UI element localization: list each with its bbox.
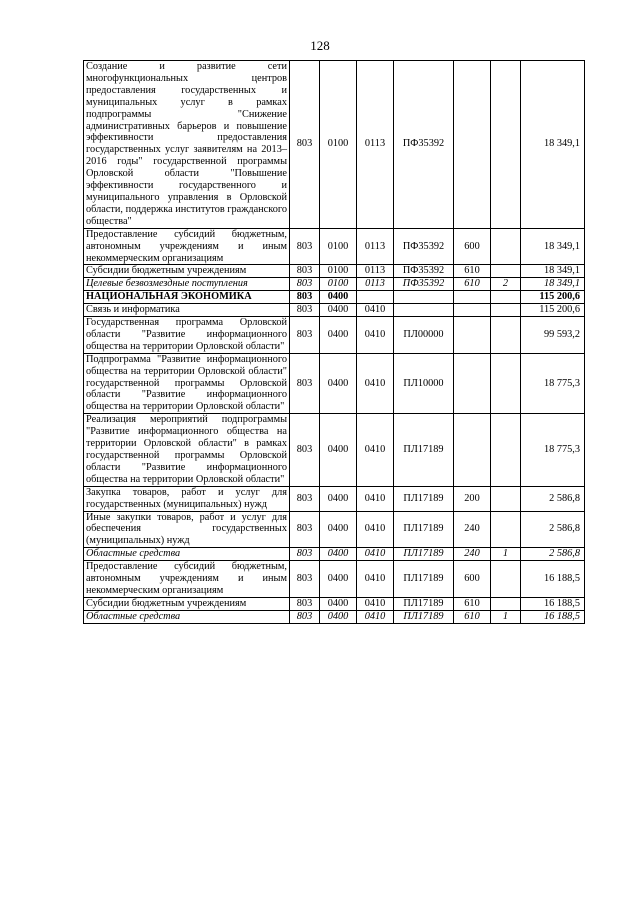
amount: 2 586,8 (521, 486, 585, 511)
target-article: ПЛ17189 (394, 511, 454, 548)
ved-code: 803 (290, 597, 320, 610)
ved-code: 803 (290, 511, 320, 548)
subsection-code: 0410 (357, 353, 394, 414)
subsection-code: 0410 (357, 548, 394, 561)
section-code: 0100 (320, 228, 357, 265)
amount: 18 349,1 (521, 228, 585, 265)
budget-table (83, 60, 585, 624)
target-article: ПЛ17189 (394, 610, 454, 623)
table-row (84, 414, 585, 486)
subsection-code: 0410 (357, 610, 394, 623)
ved-code: 803 (290, 548, 320, 561)
table-row (84, 486, 585, 511)
amount: 18 349,1 (521, 265, 585, 278)
subsection-code: 0113 (357, 278, 394, 291)
row-name: Субсидии бюджетным учреждениям (84, 597, 290, 610)
funding-source: 1 (491, 548, 521, 561)
ved-code: 803 (290, 304, 320, 317)
table-row (84, 511, 585, 548)
section-code: 0100 (320, 61, 357, 229)
section-code: 0400 (320, 511, 357, 548)
row-name: Реализация мероприятий подпрограммы "Развитие информационного общества на территории Орловской области" в рамках государственной программы Орловской области "Развитие информационного общества на территории Орловской области" (84, 414, 290, 486)
expense-type: 600 (454, 228, 491, 265)
subsection-code: 0113 (357, 61, 394, 229)
ved-code: 803 (290, 291, 320, 304)
ved-code: 803 (290, 278, 320, 291)
section-code: 0400 (320, 561, 357, 598)
amount: 18 349,1 (521, 61, 585, 229)
row-name: Связь и информатика (84, 304, 290, 317)
amount: 18 775,3 (521, 353, 585, 414)
expense-type (454, 353, 491, 414)
table-row (84, 317, 585, 354)
row-name: Предоставление субсидий бюджетным, автономным учреждениям и иным некоммерческим организациям (84, 228, 290, 265)
funding-source (491, 291, 521, 304)
funding-source (491, 486, 521, 511)
subsection-code: 0410 (357, 304, 394, 317)
target-article (394, 304, 454, 317)
funding-source (491, 353, 521, 414)
expense-type (454, 61, 491, 229)
table-row (84, 228, 585, 265)
funding-source: 1 (491, 610, 521, 623)
row-name: Областные средства (84, 610, 290, 623)
amount: 18 775,3 (521, 414, 585, 486)
target-article: ПЛ17189 (394, 548, 454, 561)
target-article: ПЛ17189 (394, 597, 454, 610)
expense-type: 600 (454, 561, 491, 598)
section-code: 0400 (320, 610, 357, 623)
section-code: 0100 (320, 278, 357, 291)
section-code: 0400 (320, 317, 357, 354)
subsection-code: 0410 (357, 486, 394, 511)
target-article (394, 291, 454, 304)
amount: 115 200,6 (521, 291, 585, 304)
expense-type: 610 (454, 597, 491, 610)
target-article: ПЛ17189 (394, 414, 454, 486)
row-name: Закупка товаров, работ и услуг для государственных (муниципальных) нужд (84, 486, 290, 511)
table-row (84, 561, 585, 598)
table-row (84, 353, 585, 414)
expense-type (454, 304, 491, 317)
amount: 115 200,6 (521, 304, 585, 317)
row-name: Создание и развитие сети многофункциональных центров предоставления государственных и муниципальных услуг в рамках подпрограммы "Снижение административных барьеров и повышение эффективности предоставления государственных услуг заявителям на 2013–2016 годы" государственной программы Орловской области "Повышение эффективности государственного и муниципального управления в Орловской области, поддержка институтов гражданского общества" (84, 61, 290, 229)
subsection-code: 0113 (357, 228, 394, 265)
funding-source (491, 228, 521, 265)
ved-code: 803 (290, 317, 320, 354)
expense-type (454, 414, 491, 486)
section-code: 0400 (320, 291, 357, 304)
section-code: 0100 (320, 265, 357, 278)
ved-code: 803 (290, 353, 320, 414)
subsection-code: 0410 (357, 511, 394, 548)
table-row (84, 61, 585, 229)
expense-type: 200 (454, 486, 491, 511)
subsection-code: 0410 (357, 317, 394, 354)
target-article: ПЛ10000 (394, 353, 454, 414)
table-row (84, 597, 585, 610)
amount: 16 188,5 (521, 561, 585, 598)
target-article: ПФ35392 (394, 265, 454, 278)
subsection-code: 0410 (357, 414, 394, 486)
funding-source (491, 304, 521, 317)
section-code: 0400 (320, 353, 357, 414)
ved-code: 803 (290, 228, 320, 265)
row-name: Предоставление субсидий бюджетным, автономным учреждениям и иным некоммерческим организациям (84, 561, 290, 598)
ved-code: 803 (290, 610, 320, 623)
target-article: ПФ35392 (394, 228, 454, 265)
table-row (84, 291, 585, 304)
section-code: 0400 (320, 486, 357, 511)
budget-table-body (84, 61, 585, 624)
expense-type: 240 (454, 511, 491, 548)
target-article: ПЛ00000 (394, 317, 454, 354)
row-name: Иные закупки товаров, работ и услуг для обеспечения государственных (муниципальных) нужд (84, 511, 290, 548)
table-row (84, 265, 585, 278)
funding-source (491, 511, 521, 548)
page-number: 128 (310, 38, 330, 53)
subsection-code: 0410 (357, 561, 394, 598)
ved-code: 803 (290, 61, 320, 229)
section-code: 0400 (320, 597, 357, 610)
funding-source (491, 61, 521, 229)
expense-type: 610 (454, 265, 491, 278)
amount: 2 586,8 (521, 548, 585, 561)
funding-source (491, 317, 521, 354)
table-row (84, 278, 585, 291)
amount: 99 593,2 (521, 317, 585, 354)
target-article: ПЛ17189 (394, 561, 454, 598)
funding-source (491, 561, 521, 598)
row-name: Государственная программа Орловской области "Развитие информационного общества на территории Орловской области" (84, 317, 290, 354)
section-code: 0400 (320, 304, 357, 317)
subsection-code (357, 291, 394, 304)
expense-type: 610 (454, 610, 491, 623)
section-code: 0400 (320, 548, 357, 561)
funding-source (491, 414, 521, 486)
row-name: НАЦИОНАЛЬНАЯ ЭКОНОМИКА (84, 291, 290, 304)
ved-code: 803 (290, 265, 320, 278)
expense-type (454, 291, 491, 304)
expense-type (454, 317, 491, 354)
expense-type: 240 (454, 548, 491, 561)
ved-code: 803 (290, 561, 320, 598)
amount: 18 349,1 (521, 278, 585, 291)
row-name: Субсидии бюджетным учреждениям (84, 265, 290, 278)
ved-code: 803 (290, 414, 320, 486)
target-article: ПФ35392 (394, 61, 454, 229)
ved-code: 803 (290, 486, 320, 511)
amount: 16 188,5 (521, 610, 585, 623)
subsection-code: 0410 (357, 597, 394, 610)
table-row (84, 304, 585, 317)
amount: 16 188,5 (521, 597, 585, 610)
funding-source: 2 (491, 278, 521, 291)
row-name: Целевые безвозмездные поступления (84, 278, 290, 291)
funding-source (491, 265, 521, 278)
funding-source (491, 597, 521, 610)
table-row (84, 548, 585, 561)
table-row (84, 610, 585, 623)
target-article: ПФ35392 (394, 278, 454, 291)
section-code: 0400 (320, 414, 357, 486)
amount: 2 586,8 (521, 511, 585, 548)
subsection-code: 0113 (357, 265, 394, 278)
target-article: ПЛ17189 (394, 486, 454, 511)
row-name: Областные средства (84, 548, 290, 561)
expense-type: 610 (454, 278, 491, 291)
row-name: Подпрограмма "Развитие информационного общества на территории Орловской области" государственной программы Орловской области "Развитие информационного общества на территории Орловской области" (84, 353, 290, 414)
